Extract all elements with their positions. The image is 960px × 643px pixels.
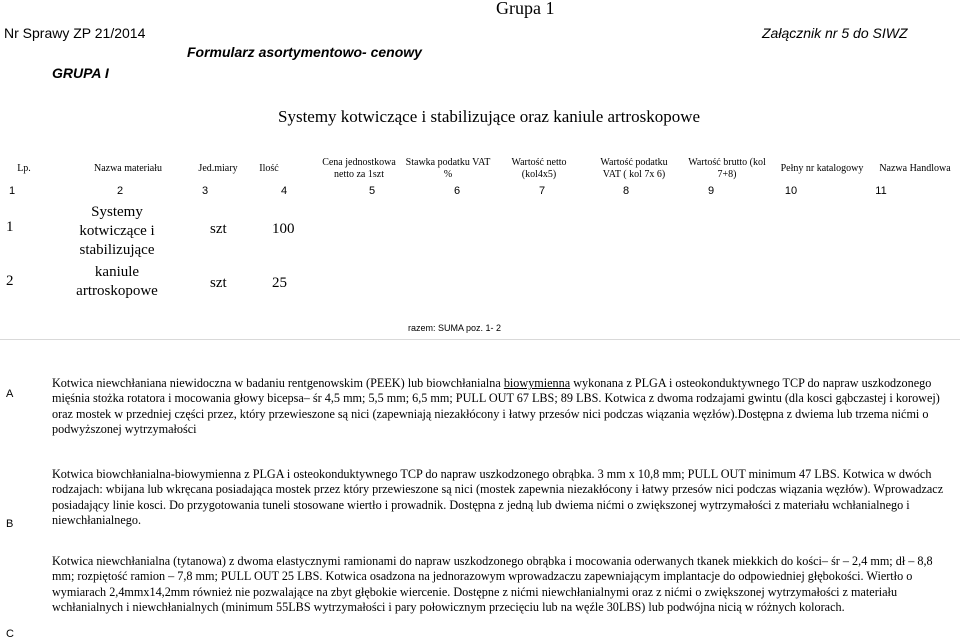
- header-vat-rate: Stawka podatku VAT %: [405, 157, 491, 180]
- col-number-6: 6: [453, 185, 461, 197]
- header-net-value: Wartość netto (kol4x5): [511, 157, 567, 180]
- main-title: Systemy kotwiczące i stabilizujące oraz kaniule artroskopowe: [278, 107, 701, 126]
- header-quantity: Ilość: [259, 163, 279, 174]
- header-trade-name: Nazwa Handlowa: [879, 163, 951, 174]
- description-text: Kotwica niewchłanialna (tytanowa) z dwoma elastycznymi ramionami do napraw uszkodzonego obrąbka i mocowania oderwanych tkanek miekkich do kości– śr – 2,4 mm; dł – 8,8 mm; rozpiętość ramion – 7,8 mm; PULL OUT 25 LBS. Kotwica osadzona na jednorazowym wprowadzaczu zapewniającym implantacje do odpowiedniej głębokości. Wiertło o wymiarach 2,4mmx14,2mm również nie pozwalające na zbyt głębokie wiercenie. Dostępne z nićmi niewchłanialnymi oraz z nićmi o zwiększonej wytrzymałości z materiału wchłanialnych i niewchłanialnych (minimum 55LBS wytrzymałości i pary połowicznym przecięciu lub na węźle 30LBS) lub podwójna nicią w różnych kolorach.: [52, 554, 933, 615]
- col-number-1: 1: [8, 185, 16, 197]
- header-unit-price: Cena jednostkowa netto za 1szt: [322, 157, 396, 180]
- row-lp: 2: [6, 273, 14, 289]
- col-number-11: 11: [875, 185, 887, 197]
- divider: [0, 339, 960, 340]
- row-quantity: 100: [272, 221, 295, 237]
- description-letter: A: [6, 388, 14, 400]
- page-title: Grupa 1: [496, 0, 555, 18]
- header-catalog-number: Pełny nr katalogowy: [780, 163, 864, 174]
- col-number-8: 8: [622, 185, 630, 197]
- col-number-5: 5: [368, 185, 376, 197]
- row-material-name: kaniule artroskopowe: [76, 264, 158, 299]
- header-material-name: Nazwa materiału: [93, 163, 163, 174]
- group-label: GRUPA I: [52, 65, 109, 81]
- case-number: Nr Sprawy ZP 21/2014: [4, 25, 146, 41]
- col-number-10: 10: [784, 185, 798, 197]
- form-title: Formularz asortymentowo- cenowy: [187, 44, 422, 60]
- description-letter: C: [6, 628, 14, 640]
- col-number-4: 4: [280, 185, 288, 197]
- header-vat-value: Wartość podatku VAT ( kol 7x 6): [600, 157, 668, 180]
- header-lp: Lp.: [17, 163, 31, 174]
- header-unit: Jed.miary: [198, 163, 238, 174]
- col-number-3: 3: [201, 185, 209, 197]
- header-gross-value: Wartość brutto (kol 7+8): [688, 157, 766, 180]
- col-number-7: 7: [538, 185, 546, 197]
- row-unit: szt: [210, 221, 227, 237]
- col-number-2: 2: [116, 185, 124, 197]
- row-quantity: 25: [272, 275, 287, 291]
- row-unit: szt: [210, 275, 227, 291]
- attachment-label: Załącznik nr 5 do SIWZ: [762, 25, 908, 41]
- row-lp: 1: [6, 219, 14, 235]
- sum-label: razem: SUMA poz. 1- 2: [408, 323, 502, 333]
- col-number-9: 9: [707, 185, 715, 197]
- description-text: Kotwica biowchłanialna-biowymienna z PLGA i osteokonduktywnego TCP do napraw uszkodzonego obrąbka. 3 mm x 10,8 mm; PULL OUT minimum 47 LBS. Kotwica w dwóch rodzajach: wbijana lub wkręcana posiadająca mostek przez który przewieszone są nici (mostek zapewnia niezakłócony i łatwy przesów nici podczas wiązania węzłów). Wprowadzacz posiadający linie kosci. Do przygotowania tuneli stosowane wiertło i prowadnik. Dostępna z jedną lub dwiema nićmi o zwiększonej wytrzymałości z materiału wchłanialnego i niewchłanialnego.: [52, 467, 944, 528]
- row-material-name: Systemy kotwiczące i stabilizujące: [79, 204, 155, 258]
- description-letter: B: [6, 518, 14, 530]
- description-text: Kotwica niewchłaniana niewidoczna w badaniu rentgenowskim (PEEK) lub biowchłanialna biowymienna wykonana z PLGA i osteokonduktywnego TCP do napraw uszkodzonego mięśnia stożka rotatora i mocowania głowy bicepsa– śr 4,5 mm; 5,5 mm; 6,5 mm; PULL OUT 67 LBS; 89 LBS. Kotwica z dwoma rodzajami gwintu (dla kosci gąbczastej i korowej) oraz mostek w przedniej części przez, który przewieszone są nici (zapewniają niezakłócony i łatwy przesów nici podczas wiązania węzłów).Dostępna z dwiema lub trzema nićmi o podwyższonej wytrzymałości: [52, 376, 940, 437]
